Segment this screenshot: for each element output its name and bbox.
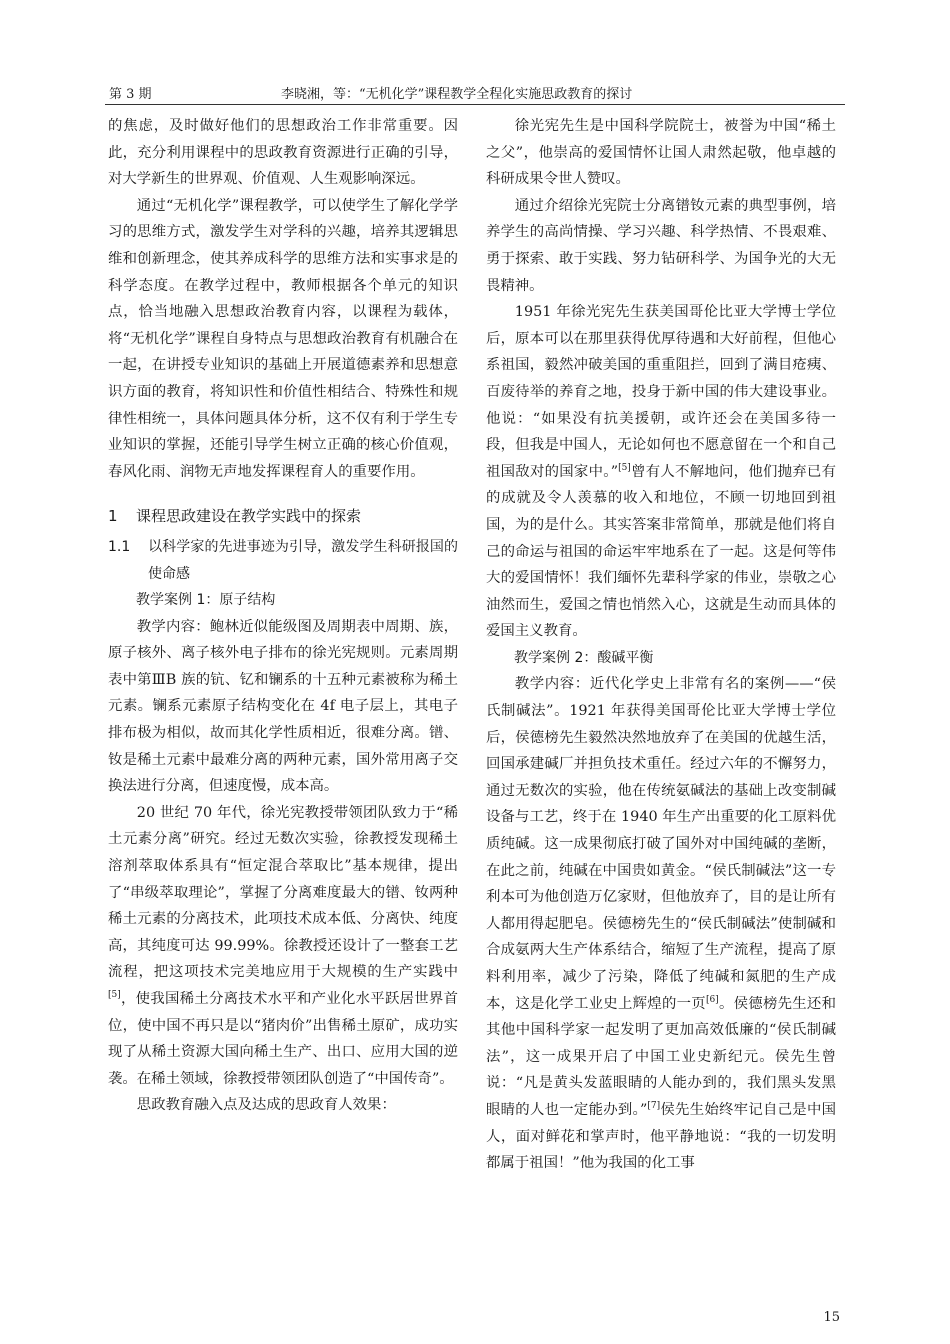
text-run: 曾有人不解地问，他们抛弃已有的成就及令人羡慕的收入和地位，不顾一切地回到祖国，为的是什么。其实答案非常简单，那就是他们将自己的命运与祖国的命运牢牢地系在了一起。这是何等伟大的爱国情怀！我们缅怀先辈科学家的伟业，崇敬之心油然而生，爱国之情也悄然入心，这就是生动而具体的爱国主义教育。 [486,463,836,640]
subsection-title: 以科学家的先进事迹为引导，激发学生科研报国的使命感 [148,538,458,582]
section-number: 1 [108,507,118,526]
citation-ref: [6] [705,994,719,1005]
issue-number: 第 3 期 [109,87,152,102]
section-heading [108,503,458,530]
paragraph: 徐光宪先生是中国科学院院士，被誉为中国“稀土之父”，他崇高的爱国情怀让国人肃然起敬，他卓越的科研成果令世人赞叹。 [486,118,836,188]
subsection-number: 1.1 [108,538,131,555]
text-run: 。侯德榜先生还和其他中国科学家一起发明了更加高效低廉的“侯氏制碱法”，这一成果开启了中国工业史新纪元。侯先生曾说：“凡是黄头发蓝眼睛的人能办到的，我们黑头发黑眼睛的人也一定能办到。” [486,995,836,1118]
right-column [486,113,836,1177]
paragraph [486,299,836,645]
case-heading: 教学案例 2：酸碱平衡 [514,649,654,666]
paragraph: 通过介绍徐光宪院士分离镨钕元素的典型事例，培养学生的高尚情操、学习兴趣、科学热情、不畏艰难、勇于探索、敢于实践、努力钻研科学、为国争光的大无畏精神。 [486,197,836,294]
citation-ref: [5] [108,990,121,1001]
paragraph: 通过“无机化学”课程教学，可以使学生了解化学学习的思维方式，激发学生对学科的兴趣，培养其逻辑思维和创新理念，使其养成科学的思维方法和实事求是的科学态度。在教学过程中，教师根据各个单元的知识点，恰当地融入思想政治教育内容，以课程为载体，将“无机化学”课程自身特点与思想政治教育有机融合在一起，在讲授专业知识的基础上开展道德素养和思想意识方面的教育，将知识性和价值性相结合、特殊性和规律性相统一，具体问题具体分析，这不仅有利于学生专业知识的掌握，还能引导学生树立正确的核心价值观，春风化雨、润物无声地发挥课程育人的重要作用。 [108,197,458,480]
running-header [105,78,845,105]
paragraph: 的焦虑，及时做好他们的思想政治工作非常重要。因此，充分利用课程中的思政教育资源进行正确的引导，对大学新生的世界观、价值观、人生观影响深远。 [108,118,458,188]
page-number: 15 [823,1310,840,1325]
text-run: 侯先生始终牢记自己是中国人，面对鲜花和掌声时，他平静地说：“我的一切发明都属于祖国！”他为我国的化工事 [486,1101,836,1172]
case-heading: 教学案例 1：原子结构 [136,592,276,609]
text-run: 20 世纪 70 年代，徐光宪教授带领团队致力于“稀土元素分离”研究。经过无数次实验，徐教授发现稀土溶剂萃取体系具有“恒定混合萃取比”基本规律，提出了“串级萃取理论”，掌握了分离难度最大的镨、钕两种稀土元素的分离技术，此项技术成本低、分离快、纯度高，其纯度可达 99.99%。徐教授还设计了一整套工艺流程，把这项技术完美地应用于大规模的生产实践中 [108,804,458,981]
citation-ref: [7] [647,1101,661,1112]
citation-ref: [5] [618,462,631,473]
text-run: 1951 年徐光宪先生获美国哥伦比亚大学博士学位后，原本可以在那里获得优厚待遇和大好前程，但他心系祖国，毅然冲破美国的重重阻拦，回到了满目疮痍、百废待举的养育之地，投身于新中国的伟大建设事业。他说：“如果没有抗美援朝，或许还会在美国多待一段，但我是中国人，无论如何也不愿意留在一个和自己祖国敌对的国家中。” [486,304,836,480]
paragraph: 教学内容：鲍林近似能级图及周期表中周期、族，原子核外、离子核外电子排布的徐光宪规则。元素周期表中第ⅢB 族的钪、钇和镧系的十五种元素被称为稀土元素。镧系元素原子结构变化在 4f 电子层上，其电子排布极为相似，故而其化学性质相近，很难分离。镨、钕是稀土元素中最难分离的两种元素，国外常用离子交换法进行分离，但速度慢，成本高。 [108,618,458,795]
paragraph [108,800,458,1093]
section-title: 课程思政建设在教学实践中的探索 [136,507,362,526]
paragraph: 思政教育融入点及达成的思政育人效果： [136,1097,396,1114]
text-run: 教学内容：近代化学史上非常有名的案例——“侯氏制碱法”。1921 年获得美国哥伦比亚大学博士学位后，侯德榜先生毅然决然地放弃了在美国的优越生活，回国承建碱厂并担负技术重任。经过六年的不懈努力，通过无数次的实验，他在传统氨碱法的基础上改变制碱设备与工艺，终于在 1940 年生产出重要的化工原料优质纯碱。这一成果彻底打破了国外对中国纯碱的垄断，在此之前，纯碱在中国贵如黄金。“侯氏制碱法”这一专利本可为他创造万亿家财，但他放弃了，目的是让所有人都用得起肥皂。侯德榜先生的“侯氏制碱法”使制碱和合成氨两大生产体系结合，缩短了生产流程，提高了原料利用率，减少了污染，降低了纯碱和氮肥的生产成本，这是化学工业史上辉煌的一页 [486,676,836,1012]
left-column [108,113,458,1119]
paragraph [486,671,836,1176]
running-title: 李晓湘，等：“无机化学”课程教学全程化实施思政教育的探讨 [281,87,633,102]
text-run: ，使我国稀土分离技术水平和产业化水平跃居世界首位，使中国不再只是以“猪肉价”出售稀土原矿，成功实现了从稀土资源大国向稀土生产、出口、应用大国的逆袭。在稀土领域，徐教授带领团队创造了“中国传奇”。 [108,991,458,1087]
subsection-heading [108,534,458,587]
